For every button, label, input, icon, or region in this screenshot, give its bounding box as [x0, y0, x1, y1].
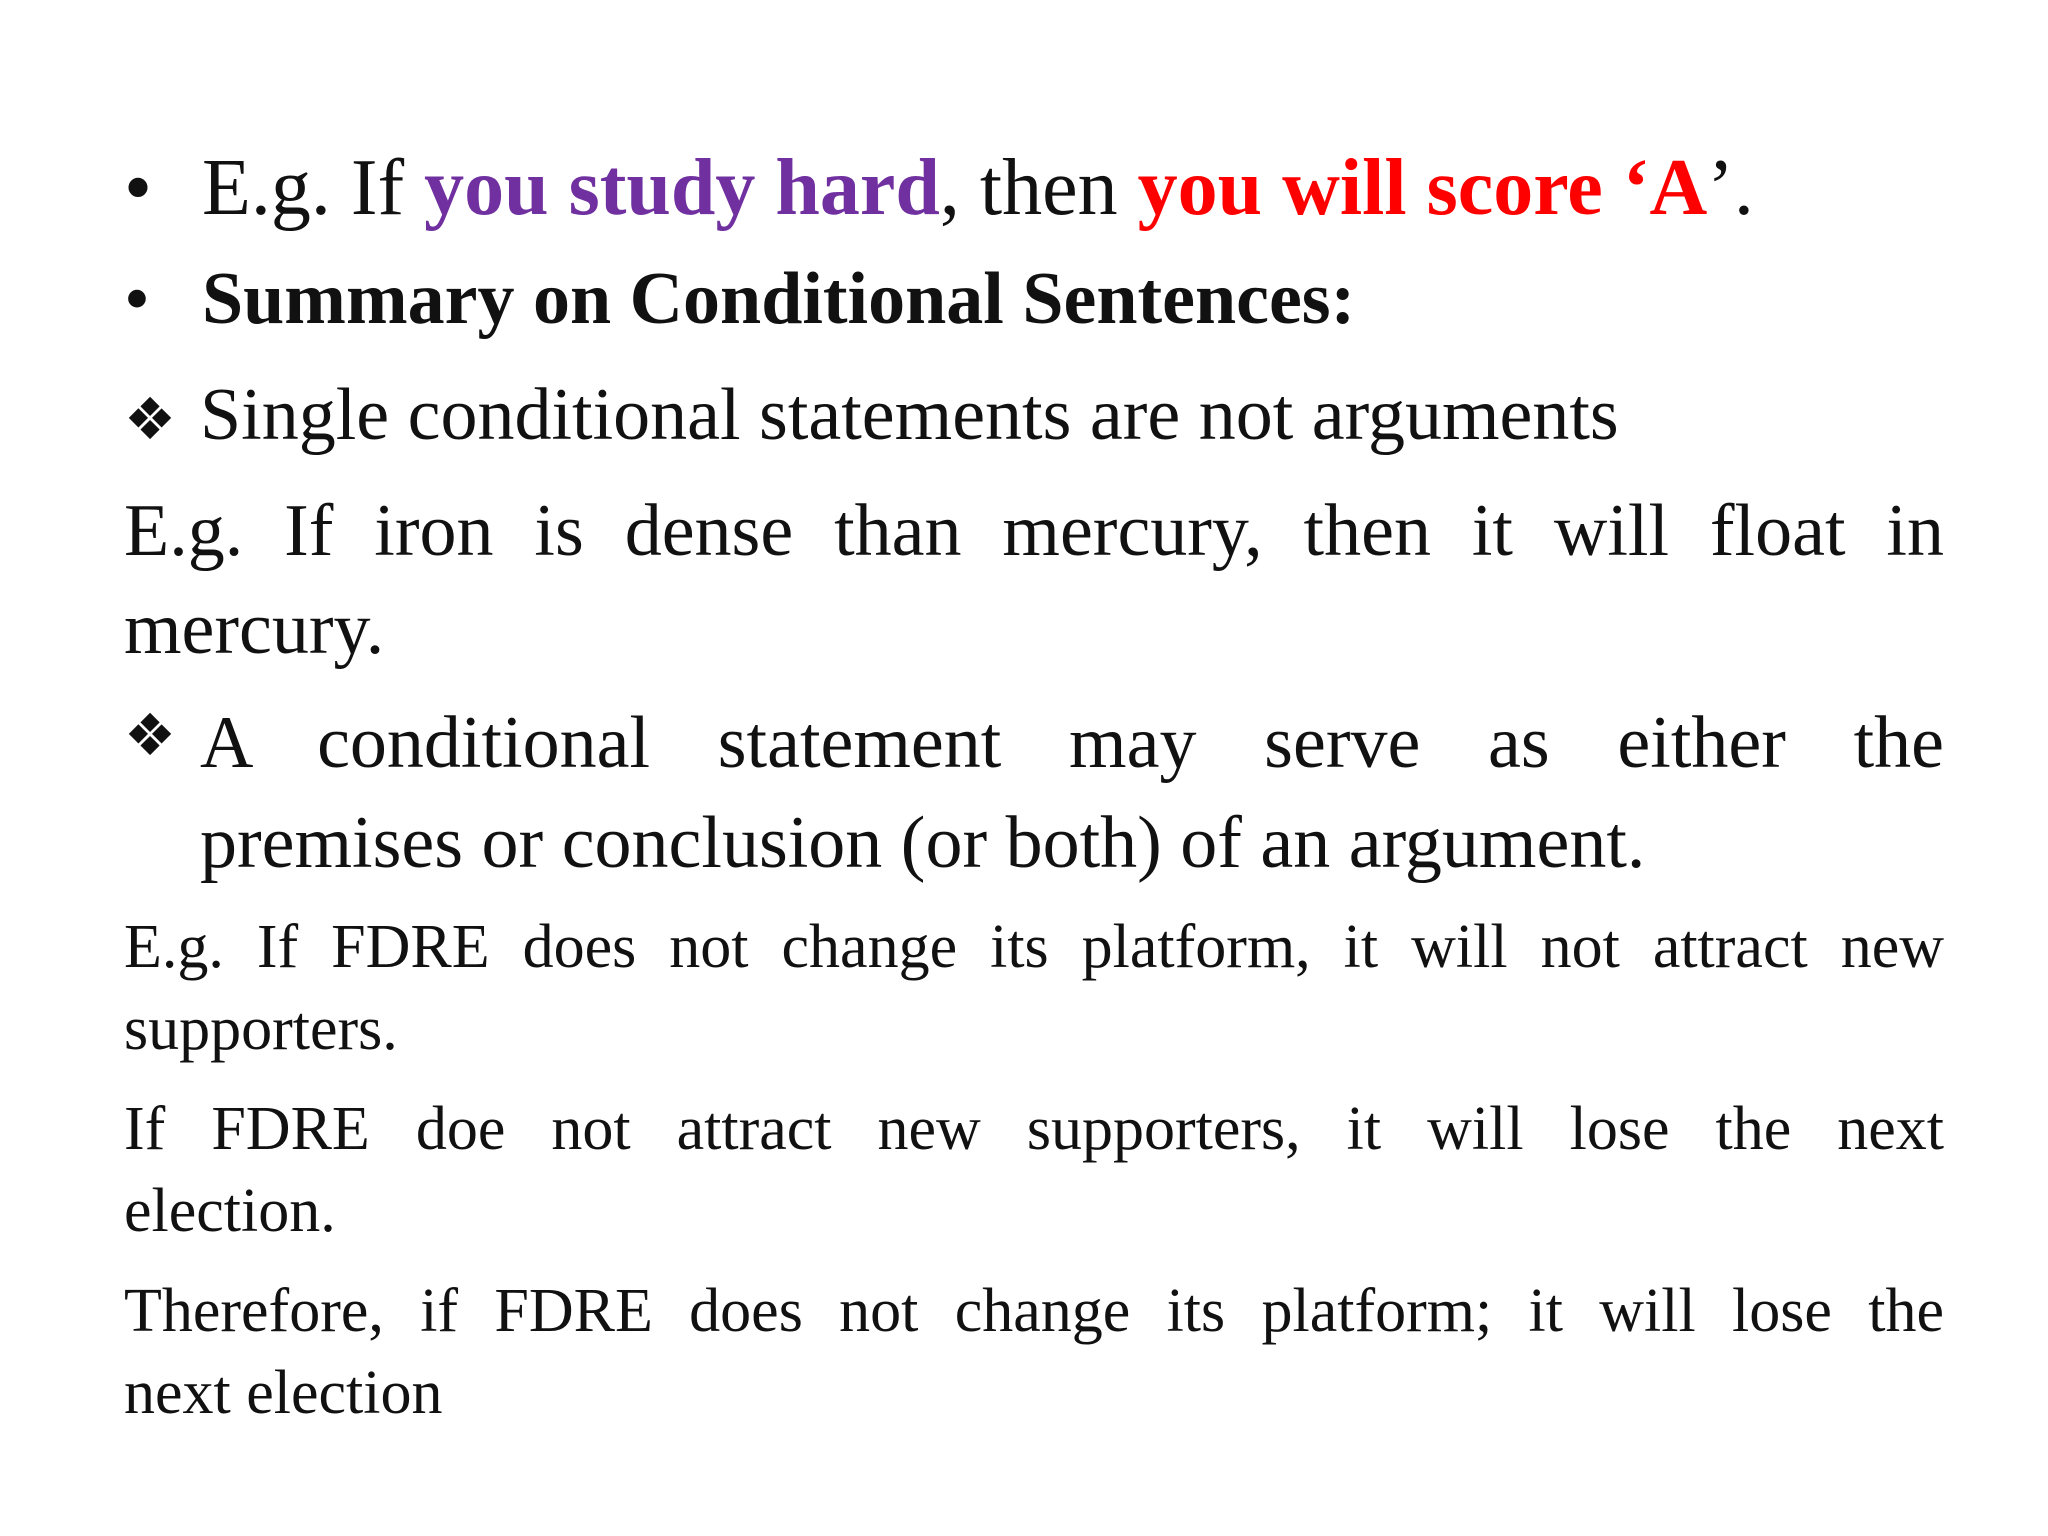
example-suffix: ’.	[1707, 144, 1754, 232]
premise-fdre-line2: election.	[124, 1177, 336, 1245]
example-iron-line1: E.g. If iron is dense than mercury, then it will float in	[124, 490, 1944, 572]
consequent-text: you will score ‘A	[1137, 144, 1708, 232]
antecedent-text: you study hard	[424, 144, 940, 232]
point-single-conditional	[124, 374, 1944, 456]
example-fdre-line2: supporters.	[124, 995, 398, 1063]
bullet-dot: •	[124, 258, 150, 340]
conclusion-fdre-line2: next election	[124, 1359, 443, 1427]
example-fdre-line1: E.g. If FDRE does not change its platform, it will not attract new	[124, 913, 1944, 981]
point-conditional-serve	[124, 701, 1944, 784]
premise-fdre-line1: If FDRE doe not attract new supporters, it will lose the next	[124, 1095, 1944, 1163]
example-prefix: E.g. If	[202, 144, 425, 232]
diamond-bullet-icon: ❖	[124, 701, 176, 769]
example-iron-line2: mercury.	[124, 588, 385, 670]
summary-heading	[124, 258, 1944, 340]
point-text: A conditional statement may serve as either the	[200, 702, 1944, 784]
point-conditional-serve-cont: premises or conclusion (or both) of an argument.	[200, 802, 1646, 884]
summary-heading-text: Summary on Conditional Sentences:	[202, 258, 1356, 340]
point-text: Single conditional statements are not arguments	[200, 374, 1619, 456]
connector-text: , then	[939, 144, 1138, 232]
example-line-study	[124, 144, 1944, 232]
diamond-bullet-icon: ❖	[124, 385, 176, 453]
bullet-dot: •	[124, 144, 153, 232]
conclusion-fdre-line1: Therefore, if FDRE does not change its platform; it will lose the	[124, 1277, 1944, 1345]
